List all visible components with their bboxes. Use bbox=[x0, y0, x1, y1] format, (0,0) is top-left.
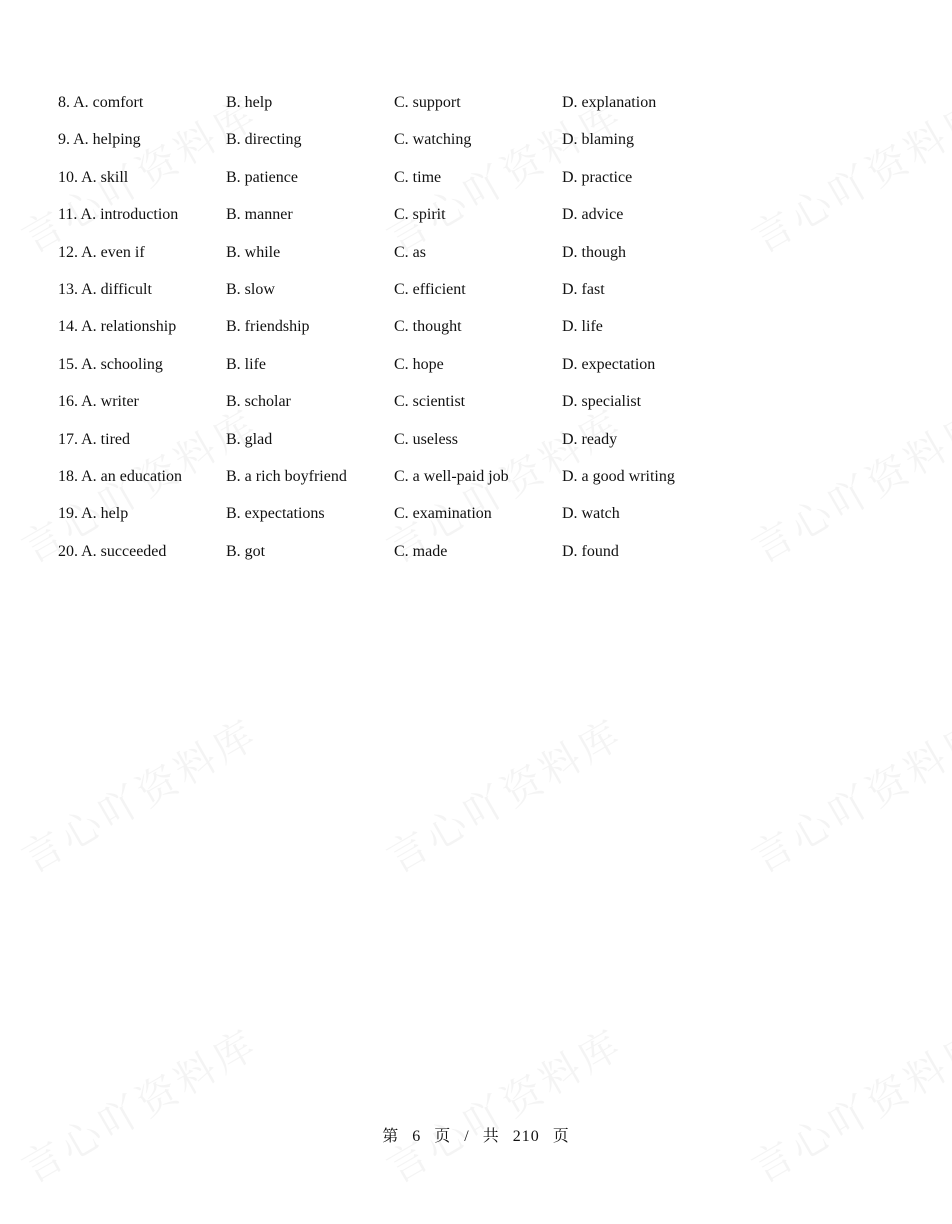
question-list bbox=[58, 90, 858, 576]
total-page-count: 210 bbox=[512, 1128, 540, 1145]
option-a: 11. A. introduction bbox=[58, 206, 179, 224]
option-c: C. watching bbox=[394, 131, 472, 149]
question-row bbox=[58, 352, 858, 389]
question-row bbox=[58, 277, 858, 314]
option-c: C. scientist bbox=[394, 393, 466, 411]
option-d: D. explanation bbox=[562, 94, 657, 111]
option-b: B. expectations bbox=[226, 505, 325, 523]
option-a: 9. A. helping bbox=[58, 131, 141, 149]
option-c: C. as bbox=[394, 243, 426, 261]
option-a: 18. A. an education bbox=[58, 467, 182, 485]
option-c: C. hope bbox=[394, 355, 444, 373]
question-row bbox=[58, 501, 858, 538]
option-b: B. directing bbox=[226, 131, 302, 149]
option-a: 16. A. writer bbox=[58, 393, 139, 411]
option-b: B. help bbox=[226, 94, 273, 111]
option-a: 17. A. tired bbox=[58, 430, 130, 448]
footer-page-unit: 页 bbox=[434, 1128, 452, 1145]
current-page-number: 6 bbox=[412, 1128, 422, 1145]
option-b: B. friendship bbox=[226, 318, 310, 336]
option-a: 19. A. help bbox=[58, 505, 129, 523]
footer-total-prefix: 共 bbox=[482, 1128, 500, 1145]
option-b: B. life bbox=[226, 355, 266, 373]
option-a: 15. A. schooling bbox=[58, 355, 163, 373]
question-row bbox=[58, 464, 858, 501]
watermark-text bbox=[740, 703, 952, 884]
footer-separator: / bbox=[464, 1128, 470, 1145]
option-d: D. fast bbox=[562, 280, 605, 298]
question-row bbox=[58, 202, 858, 239]
option-b: B. glad bbox=[226, 430, 273, 448]
option-d: D. practice bbox=[562, 168, 633, 186]
option-b: B. slow bbox=[226, 280, 275, 298]
option-d: D. life bbox=[562, 318, 603, 336]
option-c: C. thought bbox=[394, 318, 462, 336]
watermark-text bbox=[375, 1013, 632, 1194]
option-d: D. ready bbox=[562, 430, 618, 448]
watermark-text bbox=[740, 1013, 952, 1194]
option-c: C. support bbox=[394, 94, 461, 111]
watermark-text bbox=[375, 703, 632, 884]
question-row bbox=[58, 389, 858, 426]
option-d: D. though bbox=[562, 243, 626, 261]
question-row bbox=[58, 427, 858, 464]
option-a: 10. A. skill bbox=[58, 168, 129, 186]
question-row bbox=[58, 90, 858, 127]
option-c: C. useless bbox=[394, 430, 458, 448]
option-a: 12. A. even if bbox=[58, 243, 145, 261]
option-c: C. a well-paid job bbox=[394, 467, 509, 485]
question-row bbox=[58, 165, 858, 202]
option-c: C. time bbox=[394, 168, 442, 186]
option-a: 13. A. difficult bbox=[58, 280, 152, 298]
option-c: C. examination bbox=[394, 505, 492, 523]
footer-prefix: 第 bbox=[382, 1128, 400, 1145]
option-b: B. got bbox=[226, 542, 266, 560]
watermark-text bbox=[10, 703, 267, 884]
option-b: B. patience bbox=[226, 168, 298, 186]
option-c: C. spirit bbox=[394, 206, 446, 224]
question-row bbox=[58, 127, 858, 164]
option-d: D. advice bbox=[562, 206, 624, 224]
option-d: D. a good writing bbox=[562, 467, 675, 485]
question-row bbox=[58, 539, 858, 576]
option-d: D. found bbox=[562, 542, 619, 560]
question-row bbox=[58, 240, 858, 277]
option-a: 8. A. comfort bbox=[58, 94, 144, 111]
option-d: D. expectation bbox=[562, 355, 656, 373]
option-b: B. manner bbox=[226, 206, 293, 224]
watermark-text bbox=[10, 1013, 267, 1194]
option-c: C. made bbox=[394, 542, 448, 560]
option-c: C. efficient bbox=[394, 280, 466, 298]
option-a: 20. A. succeeded bbox=[58, 542, 167, 560]
question-row bbox=[58, 314, 858, 351]
option-d: D. specialist bbox=[562, 393, 642, 411]
footer-total-unit: 页 bbox=[552, 1128, 570, 1145]
option-a: 14. A. relationship bbox=[58, 318, 177, 336]
option-d: D. watch bbox=[562, 505, 620, 523]
page-footer bbox=[0, 1123, 952, 1146]
option-b: B. a rich boyfriend bbox=[226, 467, 347, 485]
option-d: D. blaming bbox=[562, 131, 634, 149]
option-b: B. scholar bbox=[226, 393, 291, 411]
option-b: B. while bbox=[226, 243, 281, 261]
